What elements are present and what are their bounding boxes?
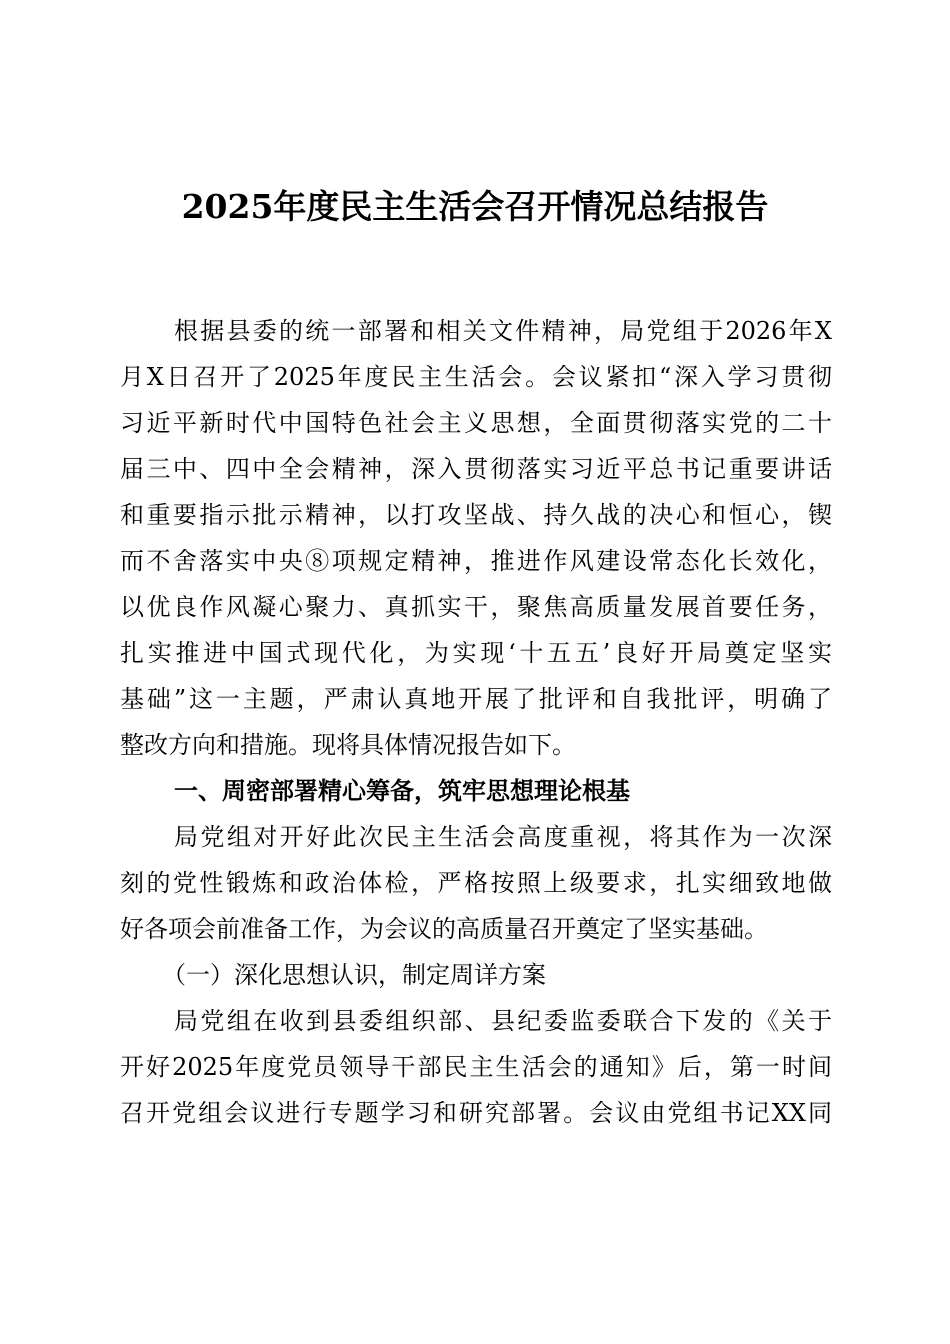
- subsection-heading: （一）深化思想认识，制定周详方案: [162, 961, 546, 989]
- paragraph-1-line: 扎实推进中国式现代化，为实现‘十五五’良好开局奠定坚实: [120, 639, 832, 667]
- section-heading: 一、周密部署精心筹备，筑牢思想理论根基: [174, 777, 630, 805]
- paragraph-1-line: 基础”这一主题，严肃认真地开展了批评和自我批评，明确了: [120, 685, 832, 713]
- paragraph-1-line: 根据县委的统一部署和相关文件精神，局党组于2026年X: [174, 317, 832, 345]
- paragraph-1-line: 届三中、四中全会精神，深入贯彻落实习近平总书记重要讲话: [120, 455, 832, 483]
- paragraph-1-line: 月X日召开了2025年度民主生活会。会议紧扣“深入学习贯彻: [120, 363, 832, 391]
- document-title: 2025年度民主生活会召开情况总结报告: [181, 187, 769, 226]
- paragraph-3-line: 局党组在收到县委组织部、县纪委监委联合下发的《关于: [174, 1007, 832, 1035]
- paragraph-1-line: 和重要指示批示精神，以打攻坚战、持久战的决心和恒心，锲: [120, 501, 832, 529]
- paragraph-2-line: 好各项会前准备工作，为会议的高质量召开奠定了坚实基础。: [120, 915, 768, 943]
- paragraph-1-line: 习近平新时代中国特色社会主义思想，全面贯彻落实党的二十: [120, 409, 832, 437]
- paragraph-3-line: 召开党组会议进行专题学习和研究部署。会议由党组书记XX同: [120, 1099, 832, 1127]
- paragraph-1-line: 而不舍落实中央⑧项规定精神，推进作风建设常态化长效化，: [120, 547, 832, 575]
- paragraph-3-line: 开好2025年度党员领导干部民主生活会的通知》后，第一时间: [120, 1053, 832, 1081]
- paragraph-1-line: 整改方向和措施。现将具体情况报告如下。: [120, 731, 576, 759]
- paragraph-1-line: 以优良作风凝心聚力、真抓实干，聚焦高质量发展首要任务，: [120, 593, 832, 621]
- paragraph-2-line: 局党组对开好此次民主生活会高度重视，将其作为一次深: [174, 823, 832, 851]
- paragraph-2-line: 刻的党性锻炼和政治体检，严格按照上级要求，扎实细致地做: [120, 869, 832, 897]
